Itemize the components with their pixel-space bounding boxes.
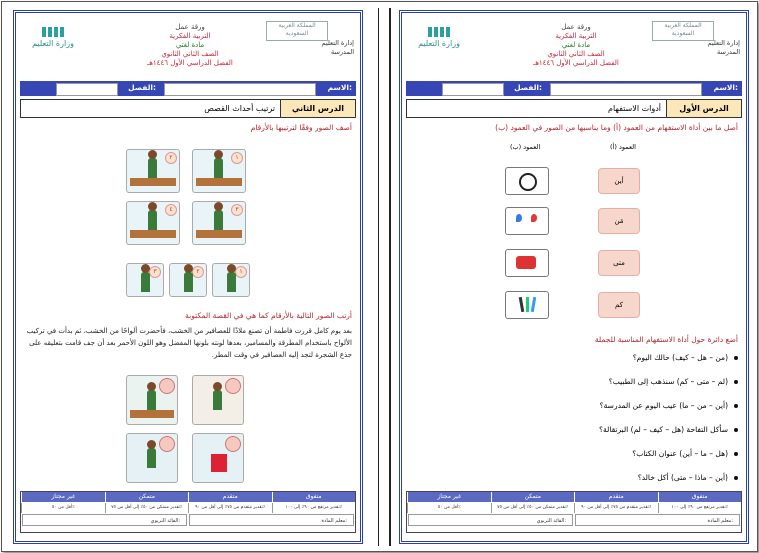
teacher-field[interactable]: معلم المادة: bbox=[575, 514, 740, 526]
grade-table bbox=[20, 491, 356, 533]
question-1: أصل ما بين أداة الاستفهام من العمود (أ) وما يناسبها من الصور في العمود (ب) bbox=[495, 123, 738, 132]
student-bar bbox=[20, 81, 356, 96]
story-image: ١ bbox=[192, 149, 246, 193]
grade-range: أقل من ٥٠٪ bbox=[407, 503, 491, 513]
grade-header: غير مجتاز bbox=[407, 492, 491, 502]
list-item: (من – هل – كيف) حالك اليوم؟ bbox=[633, 353, 738, 362]
school-label: المدرسة bbox=[716, 48, 740, 56]
answer-circle[interactable] bbox=[159, 378, 175, 394]
story-image: ٤ bbox=[126, 201, 180, 245]
leader-field[interactable]: القائد التربوي: bbox=[408, 514, 573, 526]
name-field[interactable] bbox=[164, 83, 316, 96]
header-term: الفصل الدراسي الأول ١٤٤٦هـ bbox=[147, 59, 233, 67]
grade-header: متمكن bbox=[105, 492, 189, 502]
leader-field[interactable]: القائد التربوي: bbox=[22, 514, 187, 526]
grade-range: تقدير مرتفع من ٩٠٪ إلى ١٠٠٪ bbox=[658, 503, 742, 513]
worksheet-page-right bbox=[399, 10, 749, 544]
grade-table bbox=[406, 491, 742, 533]
grade-header: متقدم bbox=[574, 492, 658, 502]
answer-circle[interactable] bbox=[225, 436, 241, 452]
lesson-number: الدرس الثاني bbox=[280, 100, 355, 117]
emblem: المملكة العربية السعودية bbox=[652, 21, 714, 41]
answer-circle[interactable] bbox=[225, 378, 241, 394]
ministry-logo: وزارة التعليم bbox=[30, 27, 76, 57]
header-term: الفصل الدراسي الأول ١٤٤٦هـ bbox=[533, 59, 619, 67]
order-image bbox=[192, 433, 244, 483]
story-image: ٣ bbox=[126, 263, 164, 297]
header-title: ورقة عمل bbox=[561, 23, 591, 31]
grade-range: تقدير متقدم من ٧٥٪ إلى أقل من ٩٠٪ bbox=[574, 503, 658, 513]
student-bar bbox=[406, 81, 742, 96]
name-label: الاسم: bbox=[713, 83, 738, 92]
class-label: الفصل: bbox=[514, 83, 542, 92]
phone-icon[interactable] bbox=[505, 249, 549, 277]
column-a-label: العمود (أ) bbox=[610, 143, 636, 151]
school-label: المدرسة bbox=[330, 48, 354, 56]
list-item: (لم – متى – كم) سنذهب إلى الطبيب؟ bbox=[609, 377, 738, 386]
grade-range: تقدير متمكن من ٥٠٪ إلى أقل من ٧٥٪ bbox=[491, 503, 575, 513]
page-header bbox=[20, 17, 356, 79]
class-field[interactable] bbox=[442, 83, 504, 96]
pencils-icon[interactable] bbox=[505, 291, 549, 319]
story-image: ٢ bbox=[169, 263, 207, 297]
header-title: ورقة عمل bbox=[175, 23, 205, 31]
page-divider bbox=[389, 8, 391, 546]
column-b-label: العمود (ب) bbox=[510, 143, 541, 151]
name-label: الاسم: bbox=[327, 83, 352, 92]
list-item: (هل – ما – أين) عنوان الكتاب؟ bbox=[632, 449, 738, 458]
header-subject: التربية الفكرية bbox=[169, 32, 211, 40]
grade-range: تقدير متقدم من ٧٥٪ إلى أقل من ٩٠٪ bbox=[188, 503, 272, 513]
grade-header: متفوق bbox=[658, 492, 742, 502]
story-image: ٢ bbox=[126, 149, 180, 193]
grade-header: متمكن bbox=[491, 492, 575, 502]
story-text: بعد يوم كامل قررت فاطمة أن تصنع ملاذًا للعصافير من الخشب، فأحضرت ألواحًا من الخشب، ثم بدأت في تركيب الألواح باستخدام المطرقة والمسامير، بعدها لونته بلونها المفضل وهو اللون الأحمر بعد أن جف قامت بتعليقه على جذع الشجرة لتجد إليه العصافير في وقت المطر. bbox=[26, 327, 352, 359]
ministry-logo: وزارة التعليم bbox=[416, 27, 462, 57]
clock-icon[interactable] bbox=[505, 167, 549, 195]
order-image bbox=[192, 375, 244, 425]
header-course: مادة لغتي bbox=[561, 41, 591, 49]
worksheet-page-left bbox=[13, 10, 363, 544]
grade-header: متفوق bbox=[272, 492, 356, 502]
lesson-header bbox=[20, 99, 356, 118]
grade-range: تقدير متمكن من ٥٠٪ إلى أقل من ٧٥٪ bbox=[105, 503, 189, 513]
dept-label: إدارة التعليم bbox=[321, 39, 354, 47]
question-2: أرتب الصور التالية بالأرقام كما هي في القصة المكتوبة bbox=[185, 311, 352, 320]
emblem: المملكة العربية السعودية bbox=[266, 21, 328, 41]
class-field[interactable] bbox=[56, 83, 118, 96]
grade-range: تقدير مرتفع من ٩٠٪ إلى ١٠٠٪ bbox=[272, 503, 356, 513]
header-subject: التربية الفكرية bbox=[555, 32, 597, 40]
grade-header: غير مجتاز bbox=[21, 492, 105, 502]
page-header bbox=[406, 17, 742, 79]
answer-circle[interactable] bbox=[159, 436, 175, 452]
header-grade: الصف الثاني الثانوي bbox=[161, 50, 219, 58]
lesson-number: الدرس الأول bbox=[666, 100, 741, 117]
question-2: أضع دائرة حول أداة الاستفهام المناسبة للجملة bbox=[594, 335, 738, 344]
tool-box[interactable]: كم bbox=[598, 292, 640, 318]
page-divider bbox=[378, 8, 379, 546]
grade-range: أقل من ٥٠٪ bbox=[21, 503, 105, 513]
lesson-title: ترتيب أحداث القصص bbox=[204, 104, 275, 113]
grade-header: متقدم bbox=[188, 492, 272, 502]
map-pin-icon[interactable] bbox=[505, 207, 549, 235]
class-label: الفصل: bbox=[128, 83, 156, 92]
tool-box[interactable]: مَن bbox=[598, 208, 640, 234]
name-field[interactable] bbox=[550, 83, 702, 96]
story-image: ٣ bbox=[192, 201, 246, 245]
order-image bbox=[126, 433, 178, 483]
header-course: مادة لغتي bbox=[175, 41, 205, 49]
header-grade: الصف الثاني الثانوي bbox=[547, 50, 605, 58]
list-item: سأكل التفاحة (هل – كيف – لم) البرتقالة؟ bbox=[599, 425, 738, 434]
teacher-field[interactable]: معلم المادة: bbox=[189, 514, 354, 526]
order-image bbox=[126, 375, 178, 425]
lesson-header bbox=[406, 99, 742, 118]
question-1: أصف الصور وفقًا لترتيبها بالأرقام bbox=[250, 123, 352, 132]
list-item: (أين – ماذا – متى) أكل خالد؟ bbox=[638, 473, 738, 482]
tool-box[interactable]: متى bbox=[598, 250, 640, 276]
story-image: ١ bbox=[212, 263, 250, 297]
dept-label: إدارة التعليم bbox=[707, 39, 740, 47]
list-item: (أين – من – ما) عيب اليوم عن المدرسة؟ bbox=[600, 401, 738, 410]
tool-box[interactable]: أين bbox=[598, 168, 640, 194]
lesson-title: أدوات الاستفهام bbox=[608, 104, 661, 113]
